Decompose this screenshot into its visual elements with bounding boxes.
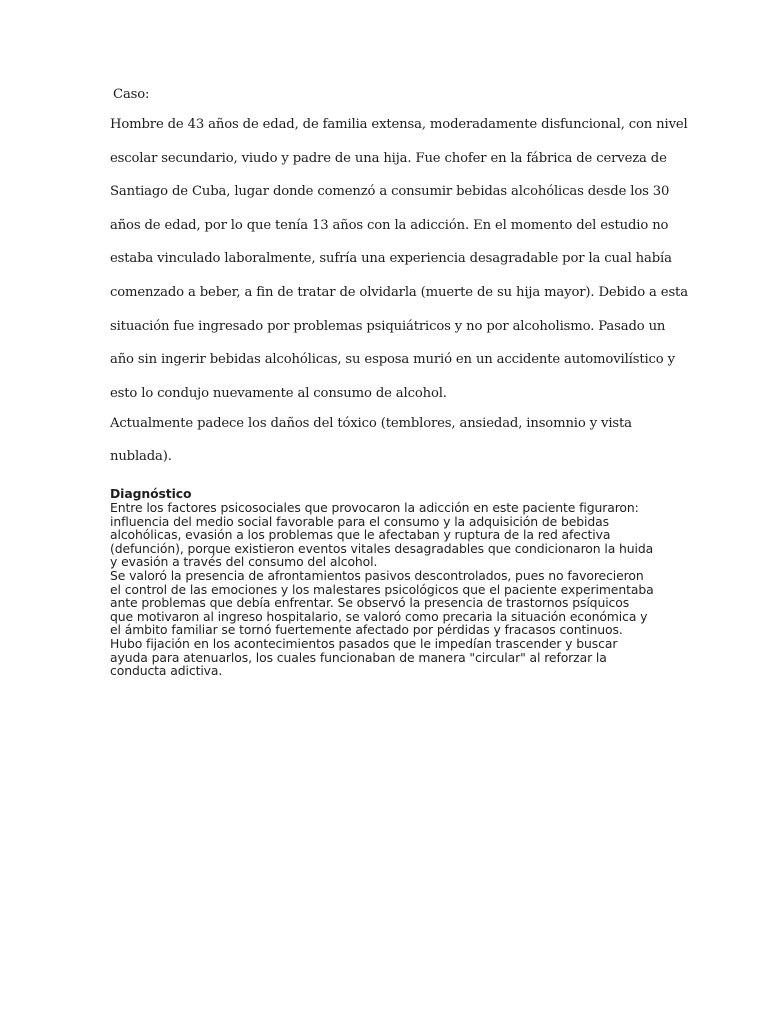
diagnosis-line: Entre los factores psicosociales que provocaron la adicción en este paciente figuraron: <box>110 500 639 515</box>
case-line: Santiago de Cuba, lugar donde comenzó a consumir bebidas alcohólicas desde los 30 <box>110 184 670 200</box>
case-line: situación fue ingresado por problemas psiquiátricos y no por alcoholismo. Pasado un <box>110 318 666 334</box>
diagnosis-line: que motivaron al ingreso hospitalario, se valoró como precaria la situación económica y <box>110 608 648 624</box>
diagnosis-section <box>110 487 670 678</box>
case-line: Actualmente padece los daños del tóxico (temblores, ansiedad, insomnio y vista <box>110 415 632 431</box>
case-line: Hombre de 43 años de edad, de familia extensa, moderadamente disfuncional, con nivel <box>110 117 688 132</box>
diagnosis-line: alcohólicas, evasión a los problemas que le afectaban y ruptura de la red afectiva <box>110 527 611 543</box>
diagnosis-line: y evasión a través del consumo del alcohol. <box>110 554 378 570</box>
case-line: estaba vinculado laboralmente, sufría una experiencia desagradable por la cual había <box>110 251 672 267</box>
case-line: comenzado a beber, a fin de tratar de olvidarla (muerte de su hija mayor). Debido a esta <box>110 284 688 300</box>
case-line: nublada). <box>110 449 172 465</box>
diagnosis-line: ante problemas que debía enfrentar. Se observó la presencia de trastornos psíquicos <box>110 595 630 611</box>
diagnosis-title: Diagnóstico <box>110 486 192 501</box>
case-label-spacer <box>110 106 670 114</box>
diagnosis-line: el ámbito familiar se tornó fuertemente afectado por pérdidas y fracasos continuos. <box>110 622 623 638</box>
case-section <box>110 84 688 480</box>
diagnosis-line: ayuda para atenuarlos, los cuales funcionaban de manera "circular" al reforzar la <box>110 649 607 665</box>
diagnosis-text <box>110 501 670 678</box>
case-label: Caso: <box>113 87 150 102</box>
diagnosis-line: influencia del medio social favorable para el consumo y la adquisición de bebidas <box>110 513 609 529</box>
diagnosis-line: (defunción), porque existieron eventos vitales desagradables que condicionaron la huida <box>110 540 654 556</box>
case-line: año sin ingerir bebidas alcohólicas, su esposa murió en un accidente automovilístico y <box>110 352 675 368</box>
case-text <box>110 114 688 480</box>
diagnosis-line: Hubo fijación en los acontecimientos pasados que le impedían trascender y buscar <box>110 635 618 651</box>
case-line: esto lo condujo nuevamente al consumo de alcohol. <box>110 385 447 401</box>
case-line: años de edad, por lo que tenía 13 años con la adicción. En el momento del estudio no <box>110 217 669 233</box>
diagnosis-line: conducta adictiva. <box>110 663 223 679</box>
case-line: escolar secundario, viudo y padre de una hija. Fue chofer en la fábrica de cerveza de <box>110 150 667 166</box>
diagnosis-line: Se valoró la presencia de afrontamientos pasivos descontrolados, pues no favorecieron <box>110 567 644 583</box>
diagnosis-line: el control de las emociones y los malestares psicológicos que el paciente experimentaba <box>110 581 654 597</box>
